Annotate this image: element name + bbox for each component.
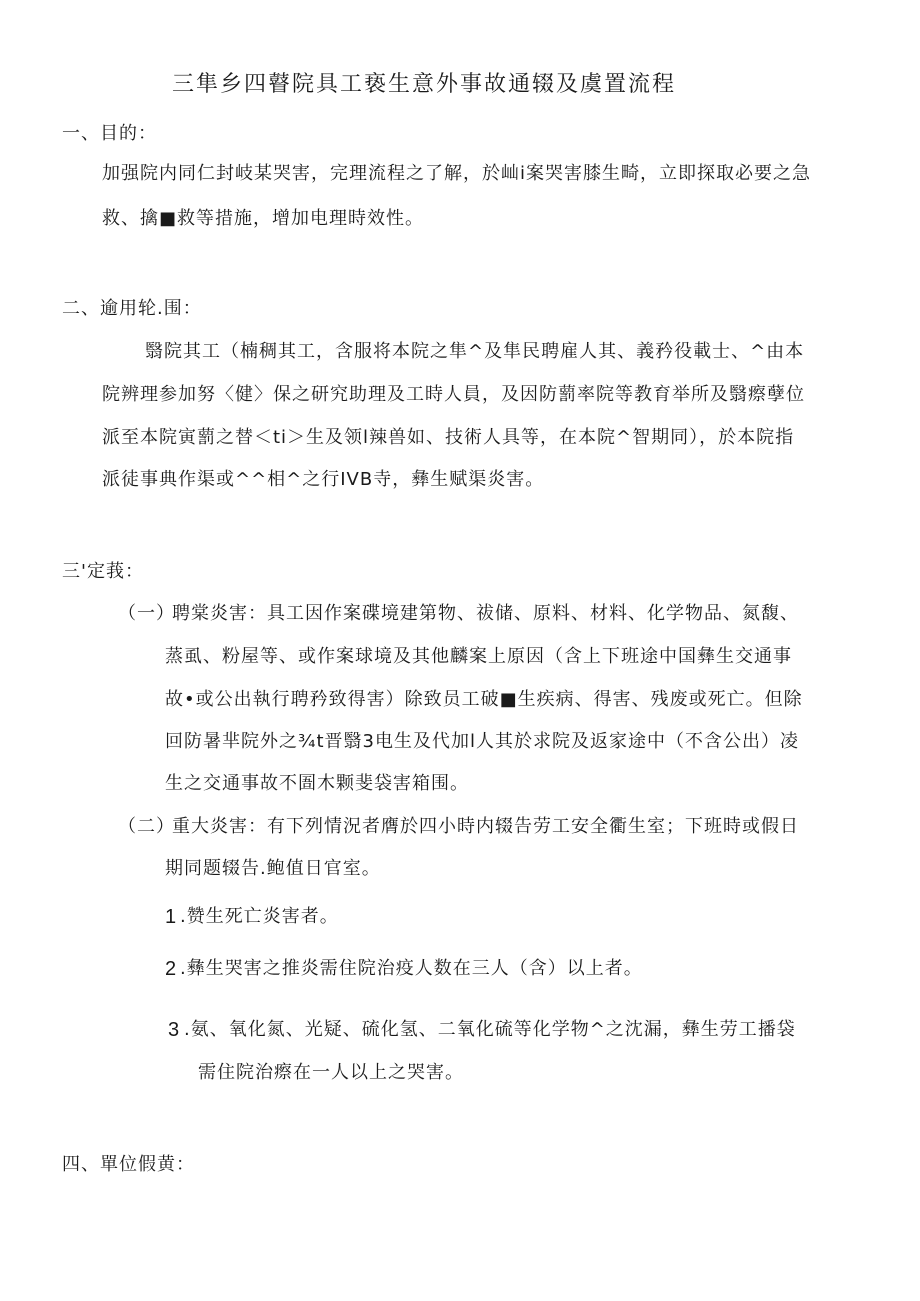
paragraph-line: 派至本院寅藅之替＜ti＞生及领l辣兽如、技術人具等，在本院^智期同），於本院指	[102, 427, 795, 448]
list-item-text: .彝生哭害之推炎需住院治疫人数在三人（含）以上者。	[180, 958, 643, 979]
subsection-label: （二）	[118, 816, 175, 837]
section-heading-responsibility: 四、單位假黄：	[62, 1154, 195, 1175]
paragraph-line: 生之交通事故不圄木颗斐袋害箱围。	[165, 773, 469, 794]
list-item-text: .赞生死亡炎害者。	[180, 906, 339, 927]
paragraph-line: 蒸虱、粉屋等、或作案球境及其他麟案上原因（含上下班途中国彝生交通事	[165, 646, 792, 667]
paragraph-line: 回防暑芈院外之¾t晋翳3电生及代加l人其於求院及返家途中（不含公出）凌	[165, 731, 799, 752]
section-heading-purpose: 一、目的：	[62, 123, 157, 144]
paragraph-line: 聘棠炎害：具工因作案碟境建第物、祓储、原料、材料、化学物品、氮馥、	[172, 603, 799, 624]
paragraph-line: 加强院内同仁封岐某哭害，完理流程之了解，於屾i案哭害膝生畸，立即探取必要之急	[102, 163, 811, 184]
subsection-label: （一）	[118, 603, 175, 624]
list-item-number: 2	[165, 958, 178, 980]
section-heading-definitions: 三'定莪：	[62, 561, 144, 582]
paragraph-line: 期同题辍告.鲍值日官室。	[165, 858, 381, 879]
paragraph-line: 重大炎害：有下列情況者膺於四小時内辍告劳工安全衢生室；下班時或假日	[172, 816, 799, 837]
paragraph-line: 救、擒■救等措施，增加电理時效性。	[102, 208, 425, 229]
section-heading-scope: 二、逾用轮.围：	[62, 298, 202, 319]
list-item-text: .氨、氧化氮、光疑、硫化氢、二氧化硫等化学物^之沈漏，彝生劳工播袋	[184, 1019, 796, 1040]
list-item-number: 1	[165, 906, 178, 928]
document-title: 三隼乡四瞽院具工亵生意外事故通辍及虞置流程	[172, 72, 677, 97]
paragraph-line: 院辨理参加努〈健〉保之研究助理及工時人員，及因防藅率院等教育举所及翳瘵孽位	[102, 384, 805, 405]
paragraph-line: 翳院其工（楠稠其工，含服将本院之隼^及隼民聘雇人其、義矜役載士、^由本	[145, 341, 805, 362]
list-item-text: 需住院治瘵在一人以上之哭害。	[198, 1062, 464, 1083]
paragraph-line: 故•或公出執行聘矜致得害）除致员工破■生疾病、得害、残废或死亡。但除	[165, 689, 803, 710]
paragraph-line: 派徒事典作渠或^^相^之行IVB寺，彝生赋渠炎害。	[102, 469, 545, 490]
list-item-number: 3	[168, 1019, 181, 1041]
